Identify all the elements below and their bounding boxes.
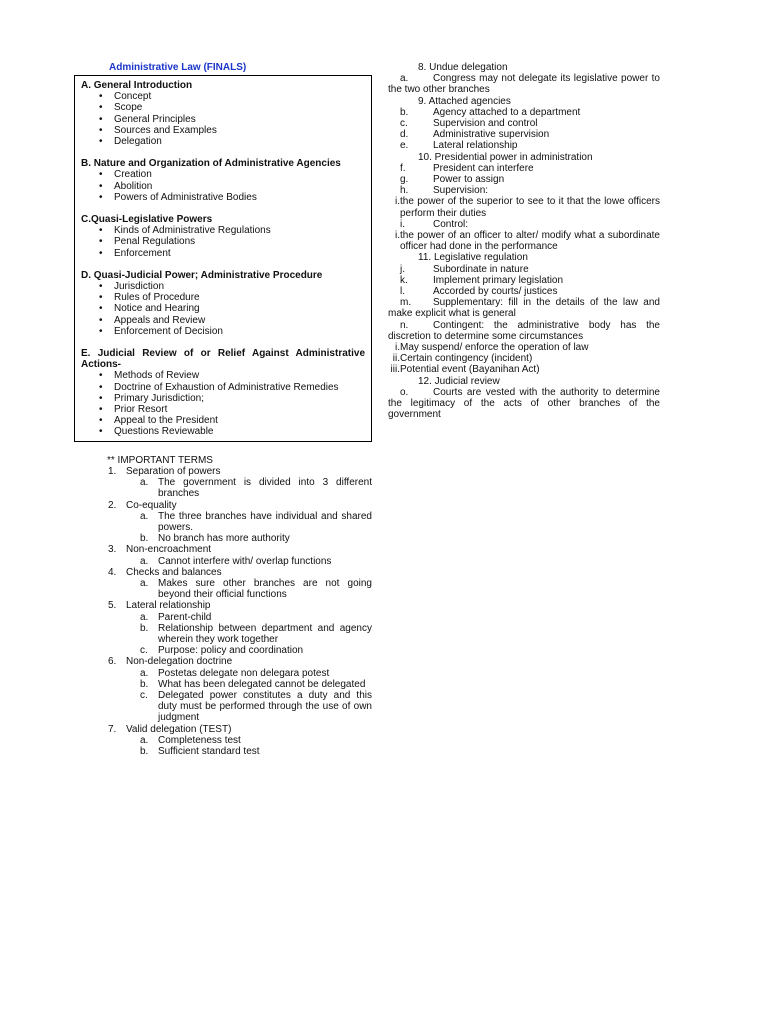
term-subitem: c. Delegated power constitutes a duty and this duty must be performed through the use of own judgment [140,689,372,724]
list-item: • Sources and Examples [114,125,365,136]
outline-section-e [81,348,365,438]
section-heading: B. Nature and Organization of Administrative Agencies [81,158,341,170]
section-heading: D. Quasi-Judicial Power; Administrative Procedure [81,269,323,281]
list-item: • Concept [114,91,365,102]
list-item: • Questions Reviewable [114,426,365,437]
right-column [388,62,660,421]
list-item: • Penal Regulations [114,236,365,247]
term-paragraph: n. Contingent: the administrative body has the discretion to determine some circumstances [388,319,660,342]
term-subitem: a. Postetas delegate non delegara potest [140,667,330,679]
term-item: 3. Non-encroachment [108,544,212,556]
list-item: • Methods of Review [114,370,365,381]
term-item: 5. Lateral relationship [108,600,211,612]
term-line: k. Implement primary legislation [400,274,564,286]
section-heading: A. General Introduction [81,80,193,91]
term-roman-line: ii. Certain contingency (incident) [392,353,533,365]
term-heading: 11. Legislative regulation [418,252,528,264]
terms-heading: ** IMPORTANT TERMS [107,454,213,466]
list-item: • Enforcement of Decision [114,326,365,337]
list-item: • Enforcement [114,248,365,259]
term-subitem: b. No branch has more authority [140,533,290,545]
list-item: • Notice and Hearing [114,303,365,314]
term-heading: 10. Presidential power in administration [418,151,593,163]
term-line: h. Supervision: [400,185,489,197]
section-heading: E. Judicial Review of or Relief Against Administrative Actions- [81,348,365,371]
term-item: 7. Valid delegation (TEST) [108,723,232,735]
term-roman-line: i. the power of an officer to alter/ modify what a subordinate officer had done in the performance [395,230,660,253]
list-item: • Rules of Procedure [114,292,365,303]
term-line: i. Control: [400,218,469,230]
outline-section-a [81,80,365,147]
document-title: Administrative Law (FINALS) [109,62,247,73]
term-item: 2. Co-equality [108,499,177,511]
list-item: • Creation [114,169,365,180]
left-column [74,62,372,757]
term-roman-line: iii. Potential event (Bayanihan Act) [390,364,540,376]
term-subitem: a. Completeness test [140,734,241,746]
list-item: • Primary Jurisdiction; [114,393,365,404]
term-line: e. Lateral relationship [400,140,518,152]
term-line: g. Power to assign [400,174,505,186]
list-item: • Appeal to the President [114,415,365,426]
term-subitem: a. The government is divided into 3 different branches [140,477,372,500]
list-item: • Doctrine of Exhaustion of Administrative Remedies [114,382,365,393]
term-line: d. Administrative supervision [400,129,550,141]
term-heading: 8. Undue delegation [418,62,508,73]
term-item: 6. Non-delegation doctrine [108,656,233,668]
term-line: c. Supervision and control [400,118,538,130]
term-item: 4. Checks and balances [108,566,222,578]
list-item: • Prior Resort [114,404,365,415]
list-item: • Jurisdiction [114,281,365,292]
term-subitem: b. What has been delegated cannot be delegated [140,678,366,690]
term-paragraph: o. Courts are vested with the authority to determine the legitimacy of the acts of other branches of the government [388,386,660,421]
list-item: • Abolition [114,181,365,192]
list-item: • Scope [114,102,365,113]
term-subitem: a. Parent-child [140,611,212,623]
list-item: • Powers of Administrative Bodies [114,192,365,203]
section-heading: C.Quasi-Legislative Powers [81,214,213,226]
term-subitem: b. Relationship between department and agency wherein they work together [140,622,372,645]
list-item: • Appeals and Review [114,315,365,326]
outline-section-d [81,270,365,337]
outline-section-c [81,214,365,259]
term-item: 1. Separation of powers [108,465,221,477]
term-paragraph: m. Supplementary: fill in the details of the law and make explicit what is general [388,297,660,320]
term-subitem: a. Makes sure other branches are not going beyond their official functions [140,577,372,601]
course-outline-box [74,75,372,442]
term-subitem: a. The three branches have individual and shared powers. [140,510,372,533]
term-paragraph: a. Congress may not delegate its legislative power to the two other branches [388,73,660,96]
term-line: f. President can interfere [400,162,534,174]
term-roman-line: i. the power of the superior to see to it that the lowe officers perform their duties [395,196,660,219]
term-heading: 12. Judicial review [418,375,500,387]
term-roman-line: i. May suspend/ enforce the operation of law [395,342,589,354]
list-item: • Kinds of Administrative Regulations [114,225,365,236]
term-line: l. Accorded by courts/ justices [400,286,558,298]
term-line: b. Agency attached to a department [400,106,581,118]
term-subitem: c. Purpose: policy and coordination [140,645,304,657]
term-heading: 9. Attached agencies [418,95,511,107]
list-item: • Delegation [114,136,365,147]
important-terms [74,455,372,757]
term-line: j. Subordinate in nature [400,263,529,275]
term-subitem: b. Sufficient standard test [140,745,260,757]
outline-section-b [81,158,365,203]
list-item: • General Principles [114,114,365,125]
term-subitem: a. Cannot interfere with/ overlap functions [140,555,332,567]
